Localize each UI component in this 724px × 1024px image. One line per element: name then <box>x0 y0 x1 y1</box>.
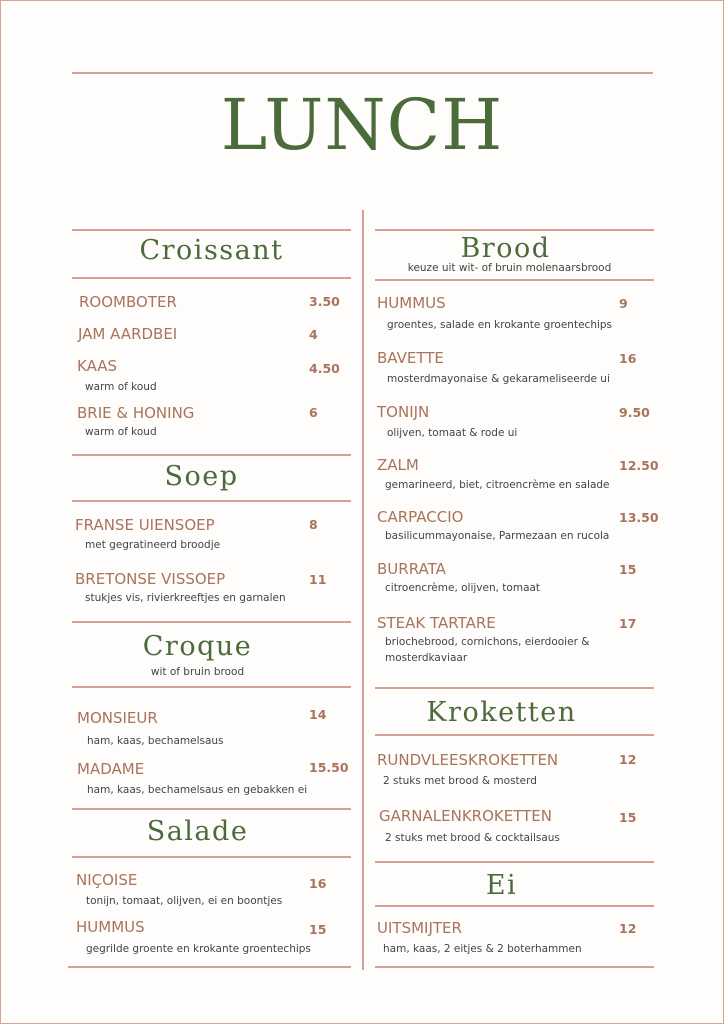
divider <box>72 686 351 688</box>
menu-item-description: ham, kaas, bechamelsaus en gebakken ei <box>87 784 308 796</box>
menu-item-description: warm of koud <box>85 426 157 438</box>
menu-item-price: 8 <box>309 517 318 532</box>
menu-item-price: 16 <box>619 351 637 366</box>
menu-item-price: 15 <box>309 922 327 937</box>
menu-item-name: BRIE & HONING <box>77 404 195 422</box>
menu-item-price: 12.50 <box>619 458 659 473</box>
menu-item-description: tonijn, tomaat, olijven, ei en boontjes <box>86 895 283 907</box>
section-title-croque: Croque <box>142 631 253 662</box>
menu-item-name: JAM AARDBEI <box>78 325 178 343</box>
menu-item-price: 4.50 <box>309 361 340 376</box>
column-divider <box>362 210 364 970</box>
menu-item-name: HUMMUS <box>76 918 145 936</box>
menu-item-description: ham, kaas, bechamelsaus <box>87 735 224 747</box>
menu-item-name: RUNDVLEESKROKETTEN <box>377 751 559 769</box>
menu-item-name: UITSMIJTER <box>377 919 462 937</box>
section-title-salade: Salade <box>146 816 249 847</box>
section-title-croissant: Croissant <box>139 235 284 266</box>
divider <box>375 229 654 231</box>
menu-item-name: BRETONSE VISSOEP <box>75 570 226 588</box>
menu-item-price: 6 <box>309 405 318 420</box>
menu-item-price: 17 <box>619 616 637 631</box>
section-title-kroketten: Kroketten <box>426 697 577 728</box>
divider <box>375 734 654 736</box>
divider <box>72 500 351 502</box>
menu-item-name: BURRATA <box>377 560 446 578</box>
menu-item-description: warm of koud <box>85 381 157 393</box>
section-title-soep: Soep <box>164 461 239 492</box>
menu-item-description: olijven, tomaat & rode ui <box>387 427 518 439</box>
menu-item-price: 3.50 <box>309 294 340 309</box>
menu-item-description: 2 stuks met brood & mosterd <box>383 775 537 787</box>
menu-item-name: CARPACCIO <box>377 508 464 526</box>
divider <box>72 808 351 810</box>
menu-item-name: ZALM <box>377 456 419 474</box>
menu-item-name: GARNALENKROKETTEN <box>379 807 552 825</box>
menu-item-price: 4 <box>309 327 318 342</box>
divider <box>72 856 351 858</box>
menu-item-name: BAVETTE <box>377 349 444 367</box>
divider <box>68 966 351 968</box>
menu-item-price: 12 <box>619 752 637 767</box>
menu-item-price: 11 <box>309 572 327 587</box>
menu-item-name: FRANSE UIENSOEP <box>75 516 215 534</box>
page-title: LUNCH <box>220 84 504 166</box>
menu-item-description: gemarineerd, biet, citroencrème en salade <box>385 479 610 491</box>
menu-item-price: 9 <box>619 296 628 311</box>
menu-item-description: briochebrood, cornichons, eierdooier & <box>385 636 590 648</box>
menu-item-price: 15 <box>619 562 637 577</box>
menu-item-name: MADAME <box>77 760 145 778</box>
menu-item-description: met gegratineerd broodje <box>85 539 221 551</box>
section-title-brood: Brood <box>460 233 551 264</box>
divider <box>375 279 654 281</box>
menu-item-description: stukjes vis, rivierkreeftjes en garnalen <box>85 592 286 604</box>
divider <box>375 905 654 907</box>
section-subtitle-croque: wit of bruin brood <box>150 666 245 678</box>
menu-item-name: TONIJN <box>377 403 430 421</box>
menu-item-description: basilicummayonaise, Parmezaan en rucola <box>385 530 610 542</box>
menu-item-description: citroencrème, olijven, tomaat <box>385 582 541 594</box>
menu-item-price: 14 <box>309 707 327 722</box>
menu-item-description: mosterdmayonaise & gekarameliseerde ui <box>387 373 610 385</box>
divider <box>72 454 351 456</box>
menu-item-price: 12 <box>619 921 637 936</box>
menu-item-name: NIÇOISE <box>76 871 138 889</box>
menu-item-name: STEAK TARTARE <box>377 614 496 632</box>
menu-item-price: 13.50 <box>619 510 659 525</box>
menu-item-name: ROOMBOTER <box>79 293 177 311</box>
top-divider <box>72 72 653 74</box>
menu-item-name: MONSIEUR <box>77 709 158 727</box>
section-title-ei: Ei <box>485 870 518 901</box>
menu-item-name: HUMMUS <box>377 294 446 312</box>
menu-item-price: 16 <box>309 876 327 891</box>
menu-item-price: 15 <box>619 810 637 825</box>
menu-item-description: mosterdkaviaar <box>385 652 468 664</box>
menu-item-price: 9.50 <box>619 405 650 420</box>
menu-item-description: gegrilde groente en krokante groentechips <box>86 943 311 955</box>
menu-item-description: ham, kaas, 2 eitjes & 2 boterhammen <box>383 943 582 955</box>
menu-item-description: 2 stuks met brood & cocktailsaus <box>385 832 560 844</box>
section-subtitle-brood: keuze uit wit- of bruin molenaarsbrood <box>407 262 612 274</box>
divider <box>375 966 654 968</box>
divider <box>375 687 654 689</box>
divider <box>72 277 351 279</box>
divider <box>72 621 351 623</box>
divider <box>72 229 351 231</box>
menu-item-price: 15.50 <box>309 760 349 775</box>
menu-item-description: groentes, salade en krokante groentechips <box>387 319 613 331</box>
divider <box>375 861 654 863</box>
menu-item-name: KAAS <box>77 357 118 375</box>
